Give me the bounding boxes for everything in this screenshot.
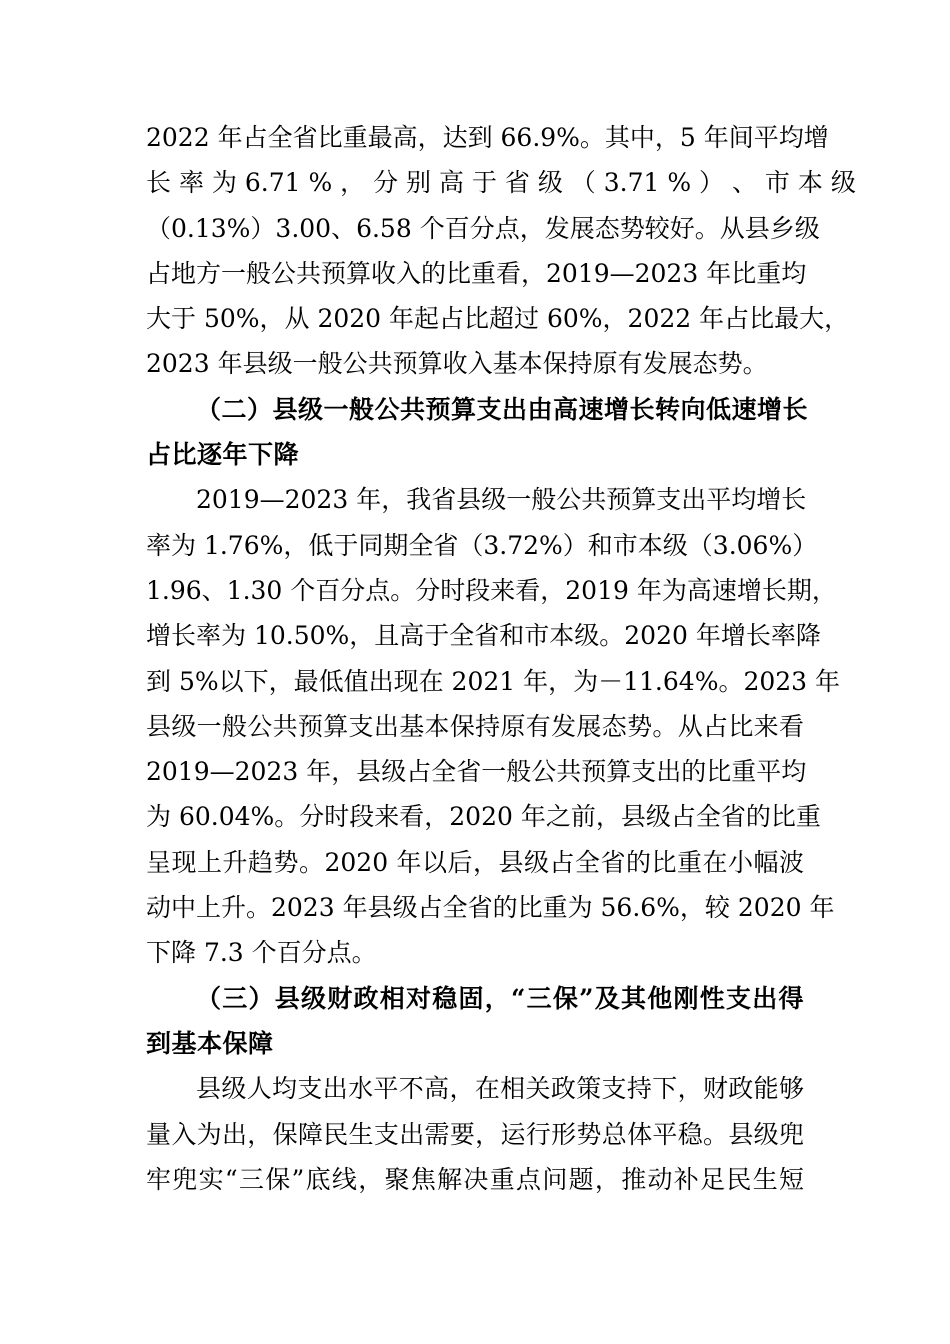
- section-heading: （二）县级一般公共预算支出由高速增长转向低速增长: [196, 394, 809, 424]
- body-line: 占地方一般公共预算收入的比重看，2019—2023 年比重均: [146, 258, 807, 288]
- body-line: 到 5%以下，最低值出现在 2021 年，为－11.64%。2023 年: [146, 666, 841, 696]
- body-line: 2019—2023 年，我省县级一般公共预算支出平均增长: [196, 485, 807, 515]
- body-line: （0.13%）3.00、6.58 个百分点，发展态势较好。从县乡级: [146, 213, 820, 243]
- document-body: [146, 115, 856, 1202]
- body-line: 2022 年占全省比重最高，达到 66.9%。其中，5 年间平均增: [146, 123, 829, 152]
- body-line: 量入为出，保障民生支出需要，运行形势总体平稳。县级兜: [146, 1119, 804, 1149]
- body-line: 动中上升。2023 年县级占全省的比重为 56.6%，较 2020 年: [146, 893, 835, 923]
- body-line: 县级人均支出水平不高，在相关政策支持下，财政能够: [196, 1074, 804, 1104]
- body-line: 为 60.04%。分时段来看，2020 年之前，县级占全省的比重: [146, 802, 821, 832]
- body-line: 县级一般公共预算支出基本保持原有发展态势。从占比来看: [146, 711, 804, 741]
- section-heading: 占比逐年下降: [146, 440, 300, 470]
- body-line: 大于 50%，从 2020 年起占比超过 60%，2022 年占比最大，: [146, 304, 850, 334]
- body-line: 牢兜实“三保”底线，聚焦解决重点问题，推动补足民生短: [146, 1164, 804, 1194]
- body-line: 率为 1.76%，低于同期全省（3.72%）和市本级（3.06%）: [146, 530, 818, 560]
- body-line: 长 率 为 6.71 % ， 分 别 高 于 省 级 （ 3.71 % ） 、 市 本 级: [146, 168, 856, 198]
- body-line: 2023 年县级一般公共预算收入基本保持原有发展态势。: [146, 349, 768, 379]
- body-line: 2019—2023 年，县级占全省一般公共预算支出的比重平均: [146, 757, 807, 787]
- section-heading: 到基本保障: [146, 1028, 274, 1058]
- section-heading: （三）县级财政相对稳固，“三保”及其他刚性支出得: [196, 983, 804, 1013]
- body-line: 呈现上升趋势。2020 年以后，县级占全省的比重在小幅波: [146, 847, 804, 877]
- body-line: 1.96、1.30 个百分点。分时段来看，2019 年为高速增长期，: [146, 575, 837, 605]
- body-line: 下降 7.3 个百分点。: [146, 938, 377, 968]
- body-line: 增长率为 10.50%，且高于全省和市本级。2020 年增长率降: [146, 621, 821, 651]
